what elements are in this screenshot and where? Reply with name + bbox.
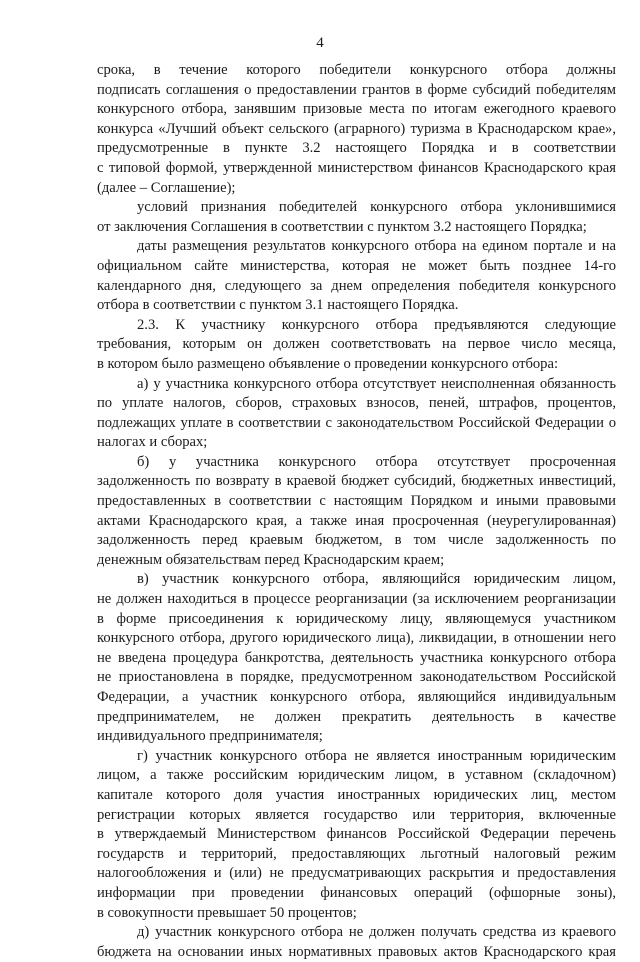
text-line: 2.3. К участнику конкурсного отбора предъявляются следующие (137, 316, 616, 333)
text-line: с типовой формой, утвержденной министерством финансов Краснодарского края (97, 159, 616, 176)
text-line: подписать соглашения о предоставлении грантов в форме субсидий победителям (97, 81, 616, 98)
text-line: календарного дня, следующего за днем определения победителя конкурсного (97, 277, 616, 294)
paragraph (97, 237, 616, 315)
text-line: от заключения Соглашения в соответствии с пунктом 3.2 настоящего Порядка; (97, 218, 587, 235)
text-line: г) участник конкурсного отбора не является иностранным юридическим (137, 747, 616, 764)
text-line: в утверждаемый Министерством финансов Российской Федерации перечень (97, 826, 616, 843)
text-line: не введена процедура банкротства, деятельность участника конкурсного отбора (97, 649, 616, 666)
page-number: 4 (316, 35, 324, 51)
text-line: б) у участника конкурсного отбора отсутствует просроченная (137, 453, 616, 470)
paragraph (97, 198, 616, 237)
text-line: не должен находиться в процессе реорганизации (за исключением реорганизации (97, 591, 616, 608)
text-line: лицом, а также российским юридическим лицом, в уставном (складочном) (97, 767, 616, 784)
text-line: отбора в соответствии с пунктом 3.1 настоящего Порядка. (97, 297, 459, 314)
document-body (97, 61, 616, 962)
text-line: даты размещения результатов конкурсного отбора на едином портале и на (137, 238, 616, 255)
text-line: налогообложения и (или) не предусматривающих раскрытия и предоставления (97, 865, 616, 882)
text-line: задолженность по возврату в краевой бюджет субсидий, бюджетных инвестиций, (97, 473, 616, 490)
text-line: условий признания победителей конкурсного отбора уклонившимися (137, 199, 616, 216)
paragraph (97, 747, 616, 923)
text-line: в котором было размещено объявление о проведении конкурсного отбора: (97, 355, 559, 372)
text-line: налогах и сборах; (97, 434, 208, 451)
paragraph (97, 570, 616, 746)
text-line: индивидуального предпринимателя; (97, 728, 323, 745)
text-line: конкурсного отбора, другого юридического лица), ликвидации, в отношении него (97, 630, 616, 647)
text-line: д) участник конкурсного отбора не должен получать средства из краевого (137, 924, 616, 941)
text-line: государств и территорий, предоставляющих льготный налоговый режим (97, 845, 616, 862)
text-line: не приостановлена в порядке, предусмотренном законодательством Российской (97, 669, 616, 686)
text-line: бюджета на основании иных нормативных правовых актов Краснодарского края (97, 943, 616, 960)
text-line: конкурса «Лучший объект сельского (аграрного) туризма в Краснодарском крае», (97, 120, 616, 137)
text-line: в форме присоединения к юридическому лицу, являющемуся участником (97, 610, 616, 627)
paragraph (97, 375, 616, 453)
text-line: Федерации, а участник конкурсного отбора, являющийся индивидуальным (97, 689, 616, 705)
paragraph (97, 923, 616, 962)
text-line: в) участник конкурсного отбора, являющийся юридическим лицом, (137, 571, 616, 588)
text-line: требования, которым он должен соответствовать на первое число месяца, (97, 336, 616, 353)
text-line: актами Краснодарского края, а также иная просроченная (неурегулированная) (97, 512, 616, 529)
paragraph (97, 61, 616, 198)
text-line: предоставленных в соответствии с настоящим Порядком и иными правовыми (97, 493, 616, 510)
paragraph (97, 453, 616, 571)
text-line: а) у участника конкурсного отбора отсутствует неисполненная обязанность (137, 375, 616, 392)
text-line: официальном сайте министерства, которая не может быть позднее 14-го (97, 257, 616, 274)
text-line: по уплате налогов, сборов, страховых взносов, пеней, штрафов, процентов, (97, 395, 616, 412)
text-line: задолженность перед краевым бюджетом, в том числе задолженность по (97, 532, 616, 549)
text-line: в совокупности превышает 50 процентов; (97, 904, 357, 921)
text-line: предусмотренные в пункте 3.2 настоящего Порядка и в соответствии (97, 140, 616, 157)
text-line: регистрации которых является государство или территория, включенные (97, 806, 616, 823)
text-line: предпринимателем, не должен прекратить деятельность в качестве (97, 708, 616, 725)
text-line: информации при проведении финансовых операций (офшорные зоны), (97, 884, 616, 901)
text-line: конкурсного отбора, занявшим призовые места по итогам ежегодного краевого (97, 101, 616, 118)
text-line: капитале которого доля участия иностранных юридических лиц, местом (97, 786, 616, 803)
text-line: (далее – Соглашение); (97, 179, 236, 196)
text-line: денежным обязательствам перед Краснодарским краем; (97, 551, 445, 568)
text-line: срока, в течение которого победители конкурсного отбора должны (97, 62, 616, 78)
paragraph (97, 316, 616, 375)
text-line: подлежащих уплате в соответствии с законодательством Российской Федерации о (97, 414, 616, 431)
